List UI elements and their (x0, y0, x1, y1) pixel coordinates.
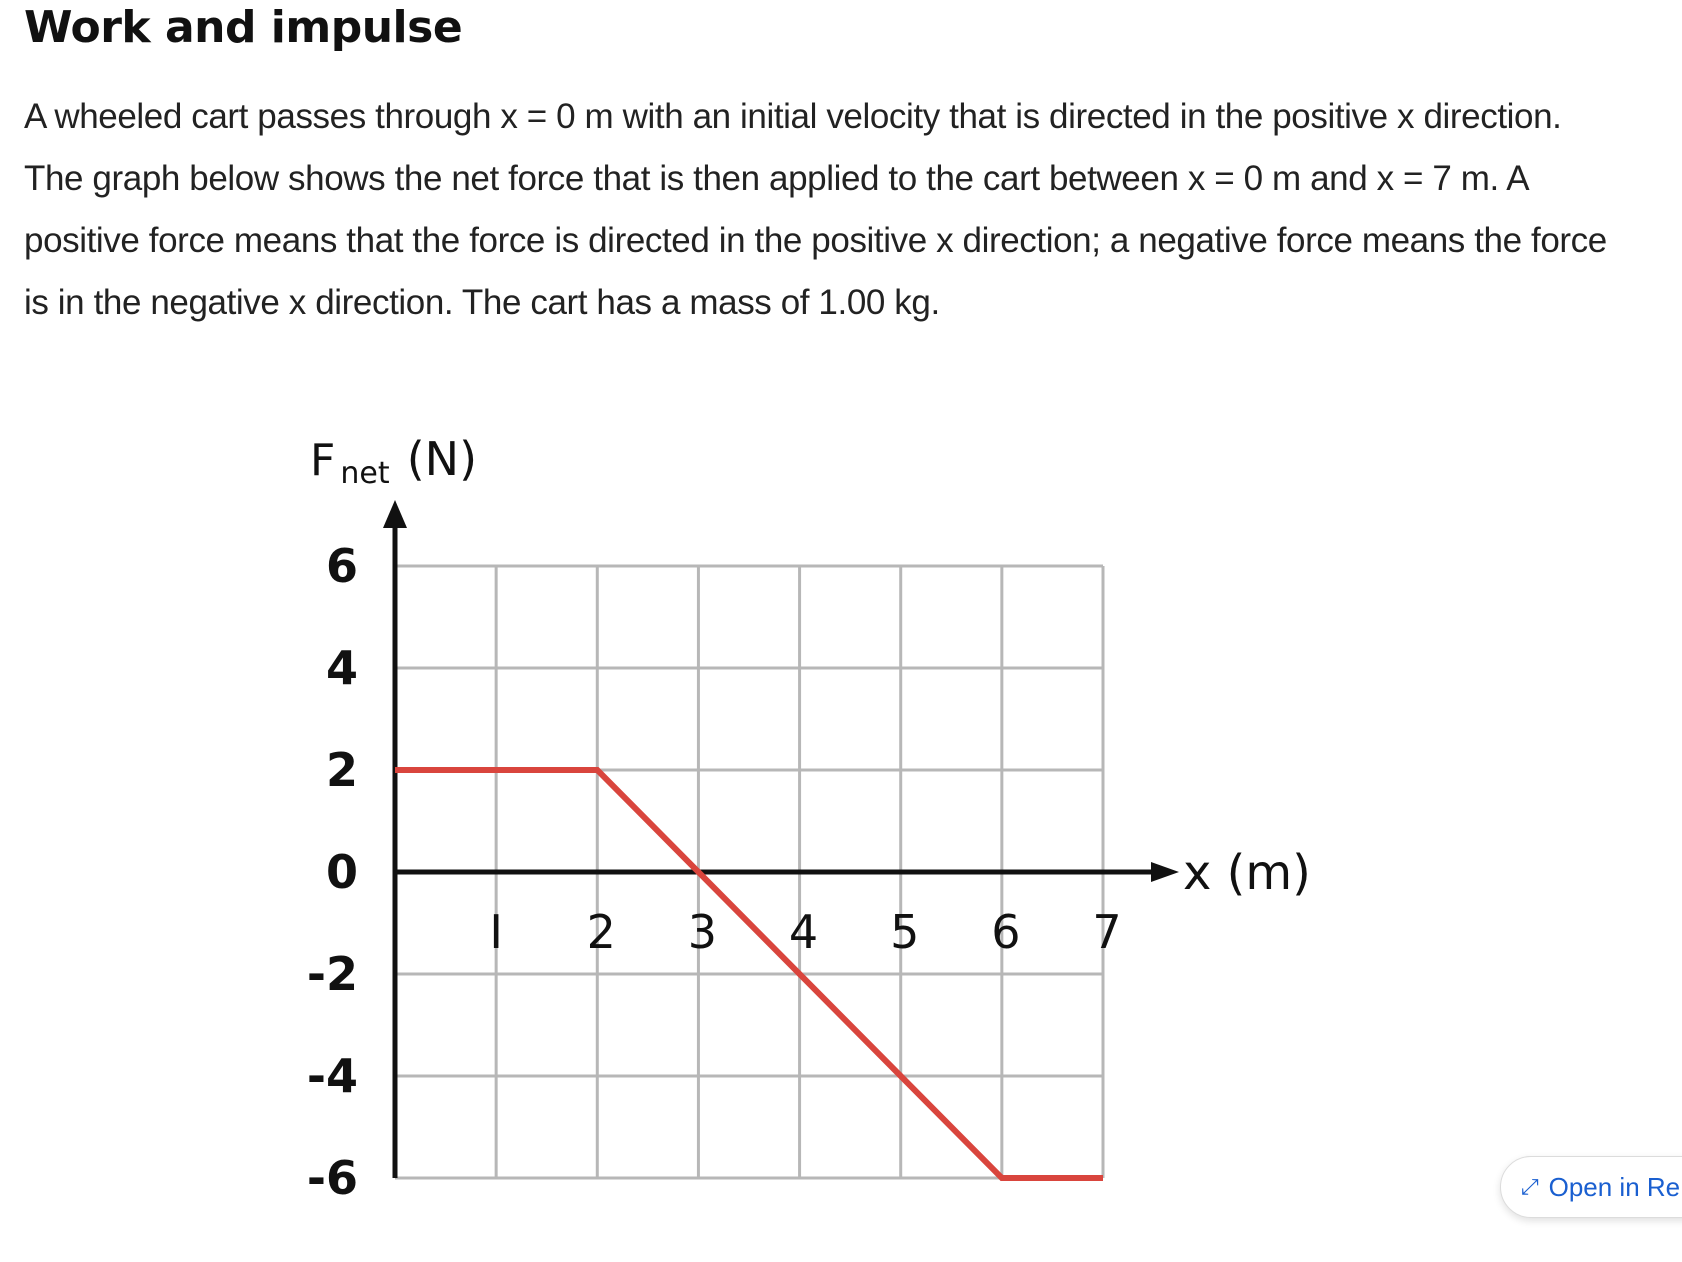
y-axis-label (310, 432, 477, 491)
y-tick-label: -6 (306, 1151, 358, 1205)
open-in-button[interactable] (1500, 1156, 1682, 1218)
x-tick-label: 4 (788, 905, 819, 959)
y-tick-label: 2 (325, 743, 358, 797)
x-tick-label: 6 (991, 905, 1021, 959)
y-tick-label: -2 (306, 947, 358, 1001)
page-title: Work and impulse (24, 2, 463, 53)
x-tick-label: 3 (687, 905, 718, 959)
x-axis-arrowhead (1151, 862, 1179, 882)
problem-text-line: is in the negative x direction. The cart has a mass of 1.00 kg. (24, 283, 940, 322)
problem-text-line: A wheeled cart passes through x = 0 m with an initial velocity that is directed in the positive x direction. (24, 97, 1562, 136)
y-axis-arrowhead (383, 500, 407, 528)
y-tick-label: 0 (325, 845, 358, 899)
x-axis-label: x (m) (1183, 845, 1311, 901)
x-tick-label: 7 (1092, 905, 1122, 959)
y-axis-label-unit: (N) (406, 432, 478, 486)
x-tick-label: 5 (890, 905, 920, 959)
y-tick-label: 4 (325, 641, 358, 695)
problem-text-line: The graph below shows the net force that is then applied to the cart between x = 0 m and x = 7 m. A (24, 159, 1530, 198)
open-in-button-label: Open in Re (1548, 1171, 1681, 1202)
y-axis-label-subscript: net (340, 456, 390, 491)
y-axis-label-main: F (310, 435, 336, 486)
y-tick-label: 6 (325, 539, 358, 593)
y-tick-label: -4 (306, 1049, 358, 1103)
x-tick-label: 2 (586, 905, 616, 959)
expand-arrows-icon: ⤢ (1521, 1174, 1539, 1199)
problem-text-line: positive force means that the force is directed in the positive x direction; a negative force means the force (24, 221, 1607, 260)
x-tick-label: I (489, 905, 503, 959)
